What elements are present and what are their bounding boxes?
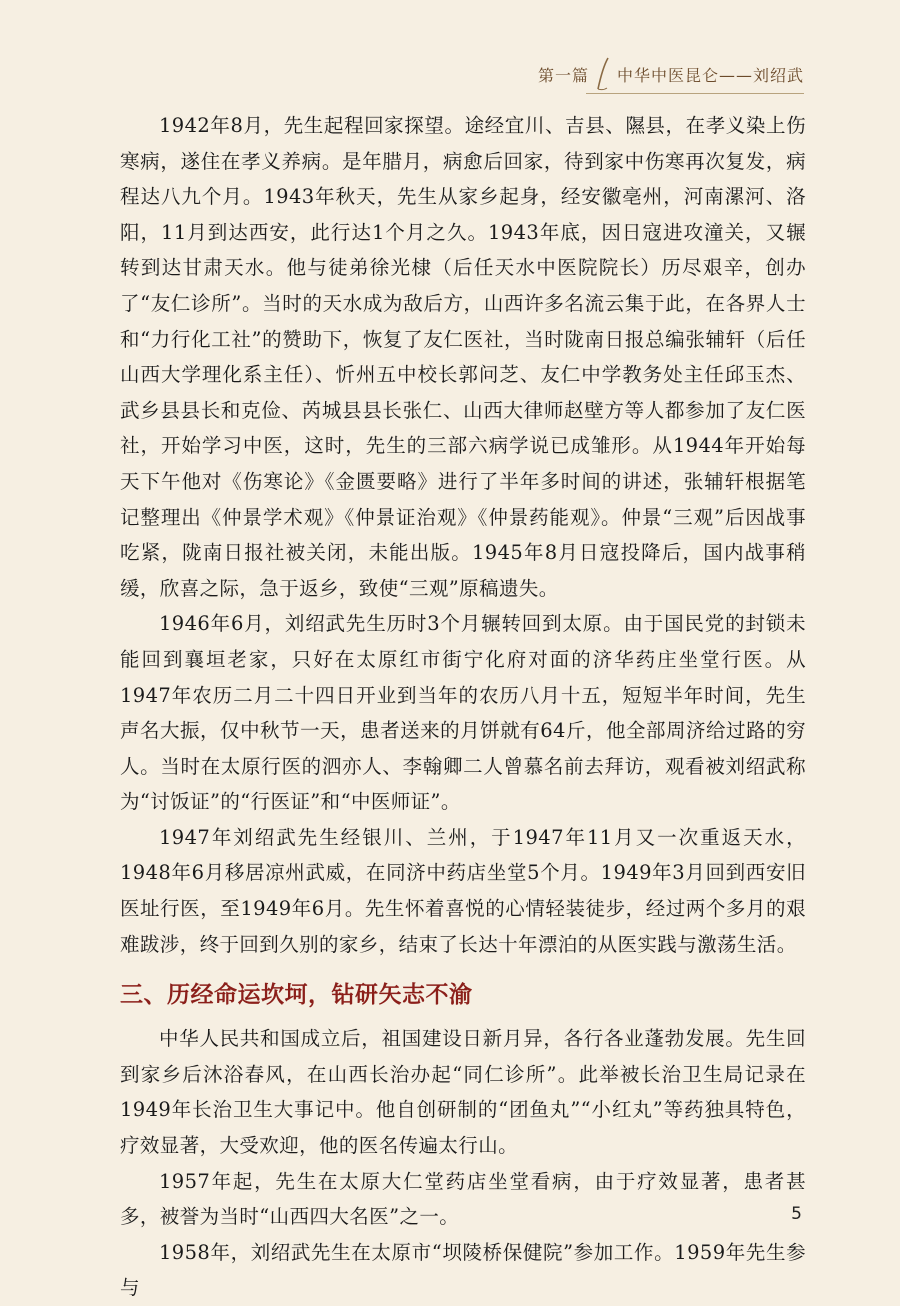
paragraph: 中华人民共和国成立后，祖国建设日新月异，各行各业蓬勃发展。先生回到家乡后沐浴春风，在山西长治办起“同仁诊所”。此举被长治卫生局记录在1949年长治卫生大事记中。他自创研制的“团鱼丸”“小红丸”等药独具特色，疗效显著，大受欢迎，他的医名传遍太行山。 [120,1027,806,1158]
paragraph: 1946年6月，刘绍武先生历时3个月辗转回到太原。由于国民党的封锁未能回到襄垣老家，只好在太原红市街宁化府对面的济华药庄坐堂行医。从1947年农历二月二十四日开业到当年的农历八月十五，短短半年时间，先生声名大振，仅中秋节一天，患者送来的月饼就有64斤，他全部周济给过路的穷人。当时在太原行医的泗亦人、李翰卿二人曾慕名前去拜访，观看被刘绍武称为“讨饭证”的“行医证”和“中医师证”。 [120,612,806,814]
section-heading: 三、历经命运坎坷，钻研矢志不渝 [120,982,473,1009]
paragraph: 1947年刘绍武先生经银川、兰州，于1947年11月又一次重返天水，1948年6月移居凉州武威，在同济中药店坐堂5个月。1949年3月回到西安旧医址行医，至1949年6月。先生怀着喜悦的心情轻装徒步，经过两个多月的艰难跋涉，终于回到久别的家乡，结束了长达十年漂泊的从医实践与激荡生活。 [120,825,806,956]
paragraph: 1957年起，先生在太原大仁堂药店坐堂看病，由于疗效显著，患者甚多，被誉为当时“山西四大名医”之一。 [120,1169,806,1229]
header-title: 中华中医昆仑——刘绍武 [616,65,804,85]
header-quill-icon [595,57,611,91]
paragraph: 1958年，刘绍武先生在太原市“坝陵桥保健院”参加工作。1959年先生参与 [120,1240,806,1300]
page-body [120,108,806,1306]
page-number: 5 [791,1204,802,1224]
running-header [538,54,804,94]
paragraph: 1942年8月，先生起程回家探望。途经宜川、吉县、隰县，在孝义染上伤寒病，遂住在孝义养病。是年腊月，病愈后回家，待到家中伤寒再次复发，病程达八九个月。1943年秋天，先生从家乡起身，经安徽亳州，河南漯河、洛阳，11月到达西安，此行达1个月之久。1943年底，因日寇进攻潼关，又辗转到达甘肃天水。他与徒弟徐光棣（后任天水中医院院长）历尽艰辛，创办了“友仁诊所”。当时的天水成为敌后方，山西许多名流云集于此，在各界人士和“力行化工社”的赞助下，恢复了友仁医社，当时陇南日报总编张辅轩（后任山西大学理化系主任）、忻州五中校长郭问芝、友仁中学教务处主任邱玉杰、武乡县县长和克俭、芮城县县长张仁、山西大律师赵壁方等人都参加了友仁医社，开始学习中医，这时，先生的三部六病学说已成雏形。从1944年开始每天下午他对《伤寒论》《金匮要略》进行了半年多时间的讲述，张辅轩根据笔记整理出《仲景学术观》《仲景证治观》《仲景药能观》。仲景“三观”后因战事吃紧，陇南日报社被关闭，未能出版。1945年8月日寇投降后，国内战事稍缓，欣喜之际，急于返乡，致使“三观”原稿遗失。 [120,114,806,600]
header-part-label: 第一篇 [537,65,589,85]
header-rule [586,93,804,94]
